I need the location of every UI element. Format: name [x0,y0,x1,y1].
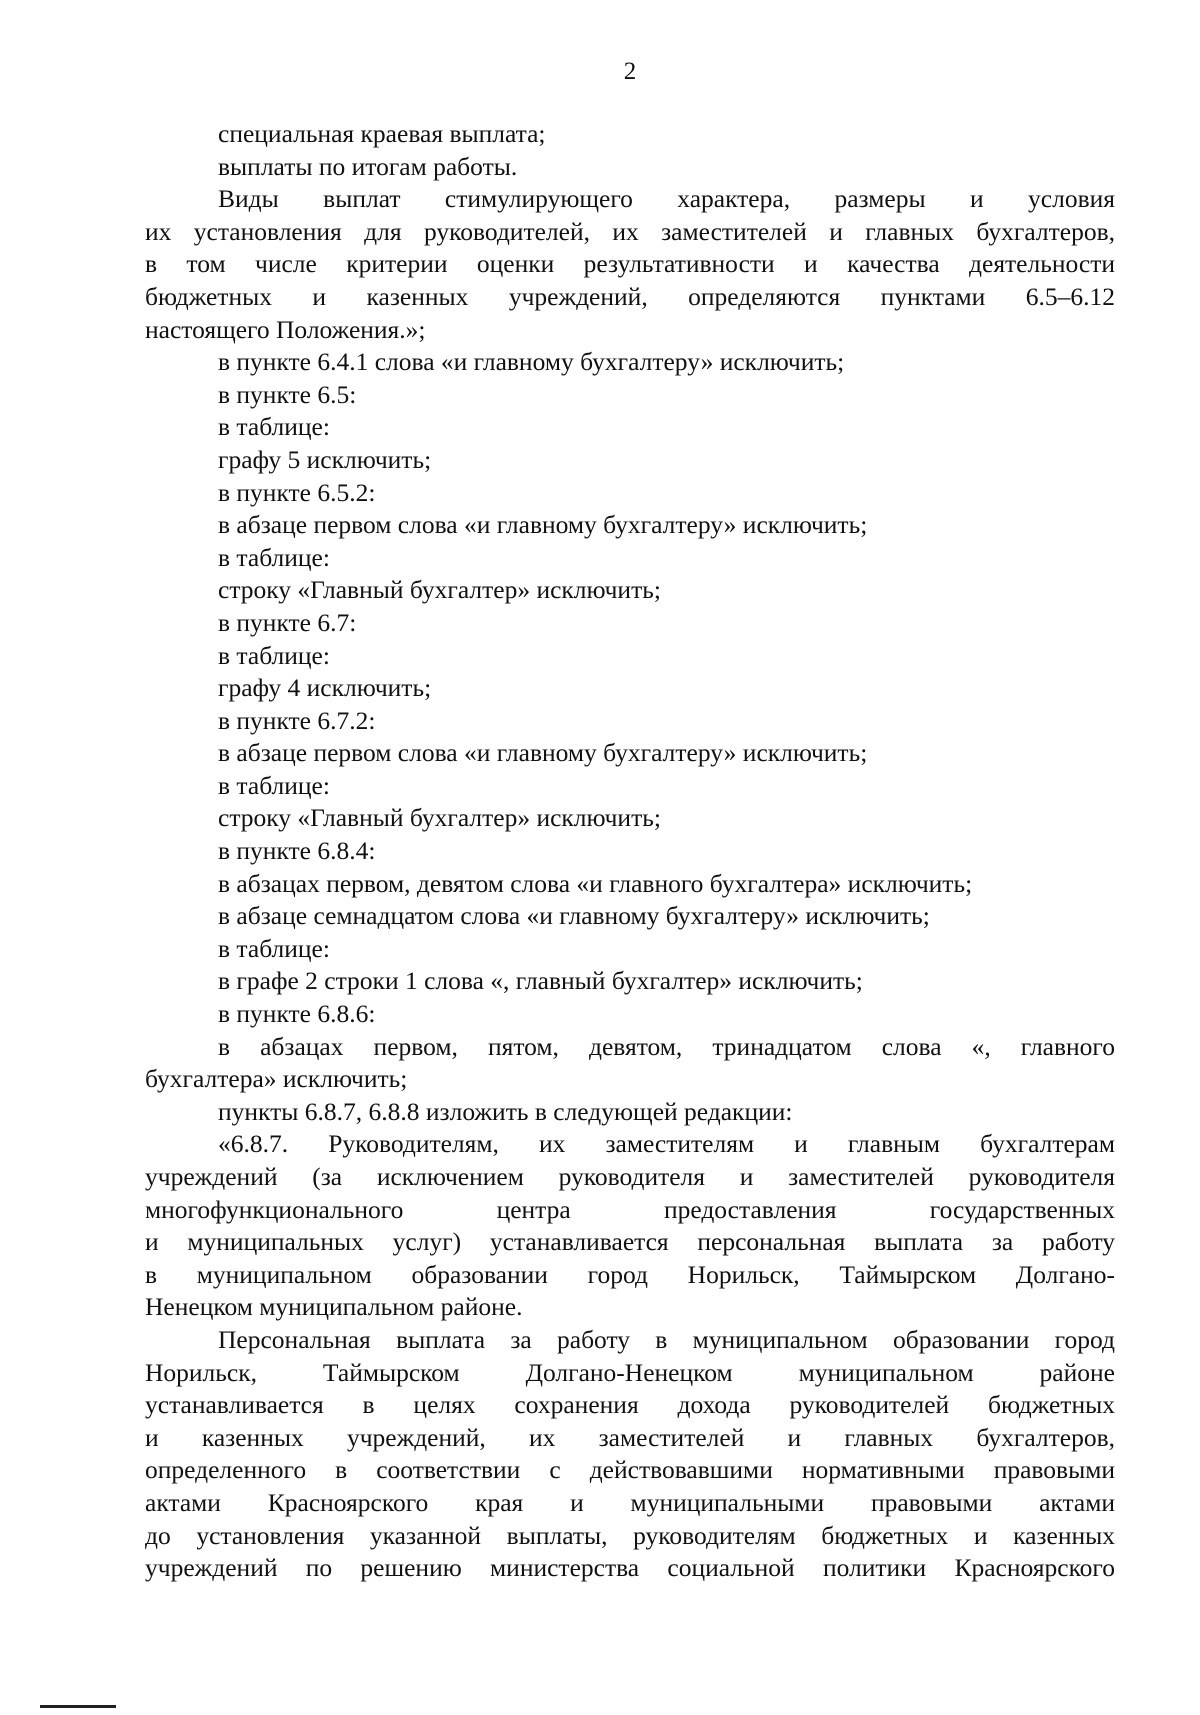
text-line: выплаты по итогам работы. [218,151,518,181]
text-line: их установления для руководителей, их заместителей и главных бухгалтеров, [145,216,1115,246]
text-line: и муниципальных услуг) устанавливается персональная выплата за работу [145,1227,1115,1257]
text-line: до установления указанной выплаты, руководителям бюджетных и казенных [145,1520,1115,1550]
text-line: в муниципальном образовании город Норильск, Таймырском Долгано- [145,1259,1115,1289]
page-number: 2 [623,58,637,85]
text-line: в таблице: [218,542,330,572]
text-line: устанавливается в целях сохранения дохода руководителей бюджетных [145,1390,1115,1420]
text-line: в таблице: [218,933,330,963]
text-line: пункты 6.8.7, 6.8.8 изложить в следующей редакции: [218,1096,793,1126]
text-line: в таблице: [218,640,330,670]
text-line: «6.8.7. Руководителям, их заместителям и главным бухгалтерам [218,1129,1115,1159]
text-line: Персональная выплата за работу в муниципальном образовании город [218,1324,1115,1354]
text-line: в пункте 6.8.4: [218,836,376,866]
text-line: строку «Главный бухгалтер» исключить; [218,803,661,833]
text-line: в таблице: [218,412,330,442]
text-line: Виды выплат стимулирующего характера, размеры и условия [218,184,1115,214]
text-line: в пункте 6.4.1 слова «и главному бухгалтеру» исключить; [218,347,845,377]
scan-edge-mark [40,1705,116,1708]
text-line: Норильск, Таймырском Долгано-Ненецком муниципальном районе [145,1357,1115,1387]
text-line: в пункте 6.5: [218,379,357,409]
text-line: в пункте 6.5.2: [218,477,376,507]
text-line: Ненецком муниципальном районе. [145,1292,523,1322]
text-line: в графе 2 строки 1 слова «, главный бухгалтер» исключить; [218,966,863,996]
text-line: бухгалтера» исключить; [145,1064,408,1094]
text-line: бюджетных и казенных учреждений, определяются пунктами 6.5–6.12 [145,281,1115,311]
text-line: актами Красноярского края и муниципальными правовыми актами [145,1487,1115,1517]
text-line: учреждений (за исключением руководителя и заместителей руководителя [145,1162,1115,1191]
text-line: и казенных учреждений, их заместителей и главных бухгалтеров, [145,1422,1115,1452]
text-line: в таблице: [218,770,330,800]
text-line: в том числе критерии оценки результативности и качества деятельности [145,249,1115,279]
text-line: графу 5 исключить; [218,444,432,474]
text-line: в абзаце первом слова «и главному бухгалтеру» исключить; [218,510,868,540]
text-line: графу 4 исключить; [218,673,432,703]
text-line: специальная краевая выплата; [218,119,546,148]
text-line: в абзацах первом, девятом слова «и главного бухгалтера» исключить; [218,868,973,898]
text-line: в абзаце первом слова «и главному бухгалтеру» исключить; [218,738,868,768]
text-line: в пункте 6.7: [218,607,357,637]
text-line: в пункте 6.8.6: [218,999,376,1029]
text-line: учреждений по решению министерства социальной политики Красноярского [145,1553,1115,1583]
text-line: настоящего Положения.»; [145,314,426,344]
text-line: многофункционального центра предоставления государственных [145,1194,1115,1224]
text-line: определенного в соответствии с действовавшими нормативными правовыми [145,1455,1115,1485]
text-line: строку «Главный бухгалтер» исключить; [218,575,661,605]
text-line: в абзацах первом, пятом, девятом, тринадцатом слова «, главного [218,1031,1115,1061]
text-line: в абзаце семнадцатом слова «и главному бухгалтеру» исключить; [218,901,930,931]
text-line: в пункте 6.7.2: [218,705,376,735]
document-body [145,118,1115,1585]
